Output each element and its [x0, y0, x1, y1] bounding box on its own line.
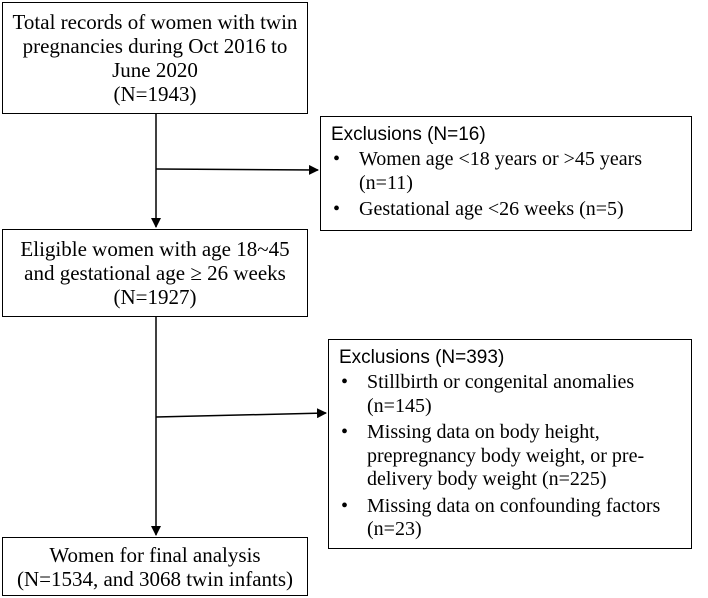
exclusions-2-item-text: Stillbirth or congenital anomalies (n=145)	[367, 371, 635, 417]
total-records-line-1: Total records of women with twin	[12, 10, 298, 34]
exclusions-1-item-text: Women age <18 years or >45 years (n=11)	[359, 148, 643, 194]
exclusions-1-item-text: Gestational age <26 weeks (n=5)	[359, 198, 624, 220]
arrow-to-exclusions-2	[156, 413, 326, 417]
bullet-icon: •	[341, 421, 349, 443]
bullet-icon: •	[341, 371, 349, 393]
bullet-icon: •	[341, 494, 349, 517]
eligible-count: (N=1927)	[113, 285, 197, 309]
exclusions-1-title: Exclusions (N=16)	[331, 124, 486, 145]
final-analysis-count: (N=1534, and 3068 twin infants)	[16, 566, 294, 591]
eligible-line-2: and gestational age ≥ 26 weeks	[24, 261, 286, 285]
total-records-line-3: June 2020	[112, 58, 198, 82]
final-analysis-line-1: Women for final analysis	[49, 542, 261, 567]
bullet-icon: •	[333, 198, 341, 220]
exclusions-2-item-text: Missing data on confounding factors (n=23)	[367, 494, 661, 540]
bullet-icon: •	[333, 148, 341, 170]
exclusions-2-title: Exclusions (N=393)	[339, 347, 505, 368]
eligible-line-1: Eligible women with age 18~45	[20, 237, 290, 261]
arrow-to-exclusions-1	[156, 169, 318, 170]
exclusions-2-item-text: Missing data on body height, prepregnancy body weight, or pre-delivery body weight (n=225)	[367, 421, 645, 490]
total-records-count: (N=1943)	[113, 82, 197, 106]
total-records-line-2: pregnancies during Oct 2016 to	[22, 34, 288, 58]
